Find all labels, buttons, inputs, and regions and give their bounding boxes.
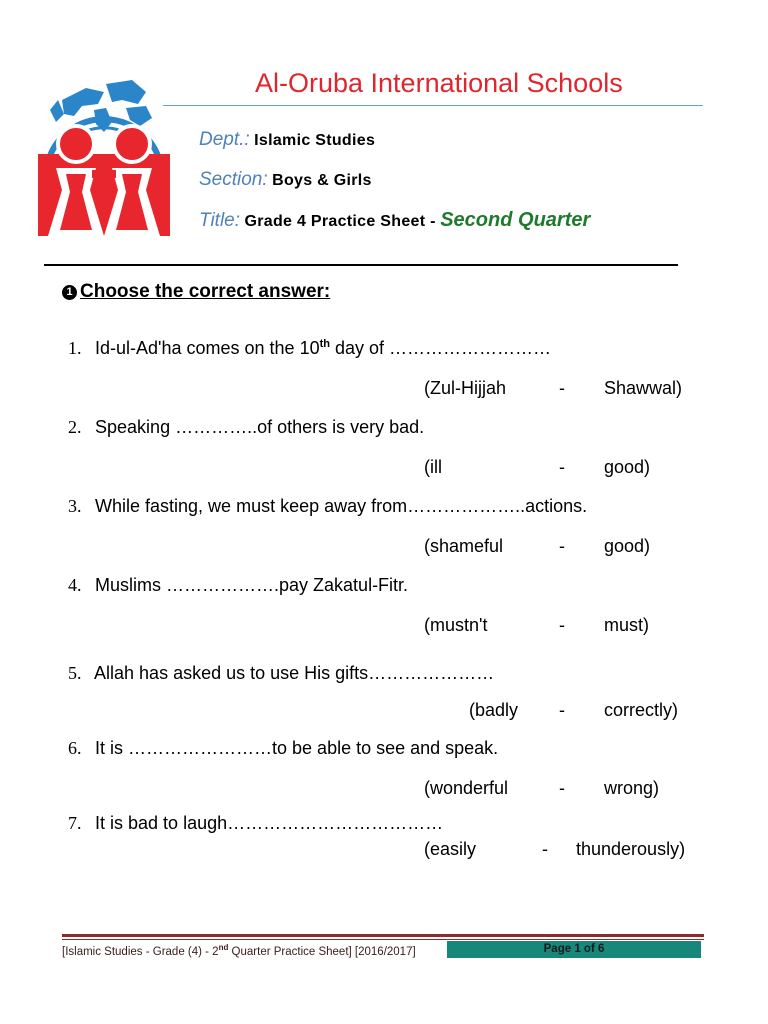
footer-rule — [62, 934, 704, 937]
section-rule — [44, 264, 678, 266]
question-text: While fasting, we must keep away from………………..actions. — [95, 496, 588, 516]
option-separator: - — [559, 778, 565, 798]
footer-text: [Islamic Studies - Grade (4) - 2nd Quarter Practice Sheet] [2016/2017] — [62, 943, 416, 958]
title-row — [199, 209, 590, 232]
option-b: thunderously) — [576, 839, 686, 859]
option-separator: - — [559, 536, 565, 556]
option-a: (shameful — [424, 536, 504, 556]
question-number: 1. — [68, 338, 82, 358]
question-5 — [68, 663, 494, 684]
option-a: (badly — [469, 700, 519, 720]
title-label: Title: — [199, 210, 241, 231]
option-separator: - — [559, 457, 565, 477]
option-b: Shawwal) — [604, 378, 683, 398]
question-text: Allah has asked us to use His gifts………………… — [94, 663, 495, 683]
question-number: 6. — [68, 738, 82, 758]
dept-label: Dept.: — [199, 129, 250, 150]
question-number: 5. — [68, 663, 82, 683]
school-logo — [34, 70, 174, 236]
option-separator: - — [542, 839, 548, 859]
option-a: (Zul-Hijjah — [424, 378, 507, 398]
section-row — [199, 169, 372, 191]
section-label: Section: — [199, 169, 268, 190]
instruction-text: Choose the correct answer: — [80, 281, 331, 302]
school-name: Al-Oruba International Schools — [255, 68, 623, 98]
question-text: It is bad to laugh……………………………… — [95, 813, 444, 833]
footer-page-bar — [447, 941, 701, 958]
question-number: 7. — [68, 813, 82, 833]
title-quarter: Second Quarter — [440, 209, 591, 231]
instruction-heading — [62, 281, 330, 303]
section-value: Boys & Girls — [272, 172, 372, 189]
question-text: It is ……………………to be able to see and speak. — [95, 738, 499, 758]
question-number: 2. — [68, 417, 82, 437]
option-separator: - — [559, 700, 565, 720]
option-separator: - — [559, 378, 565, 398]
question-2 — [68, 417, 424, 438]
option-a: (ill — [424, 457, 442, 477]
question-text: Speaking …………..of others is very bad. — [95, 417, 425, 437]
question-number: 3. — [68, 496, 82, 516]
option-b: must) — [604, 615, 649, 635]
option-b: good) — [604, 457, 651, 477]
dept-value: Islamic Studies — [254, 132, 376, 149]
title-value: Grade 4 Practice Sheet - — [244, 213, 436, 230]
dept-row — [199, 129, 375, 151]
option-a: (wonderful — [424, 778, 509, 798]
numbered-bullet-icon: 1 — [62, 285, 77, 300]
option-b: good) — [604, 536, 651, 556]
question-text: Muslims ……………….pay Zakatul-Fitr. — [95, 575, 409, 595]
option-a: (easily — [424, 839, 477, 859]
footer-rule-thin — [62, 939, 704, 940]
option-separator: - — [559, 615, 565, 635]
option-b: correctly) — [604, 700, 679, 720]
question-7 — [68, 813, 443, 834]
question-text: Id-ul-Ad'ha comes on the 10th day of ……………………… — [95, 338, 552, 358]
question-3 — [68, 496, 587, 517]
header-rule — [163, 105, 703, 106]
option-a: (mustn't — [424, 615, 488, 635]
question-6 — [68, 738, 498, 759]
question-1 — [68, 338, 551, 359]
question-4 — [68, 575, 408, 596]
question-number: 4. — [68, 575, 82, 595]
page-number: Page 1 of 6 — [543, 943, 605, 955]
option-b: wrong) — [604, 778, 660, 798]
